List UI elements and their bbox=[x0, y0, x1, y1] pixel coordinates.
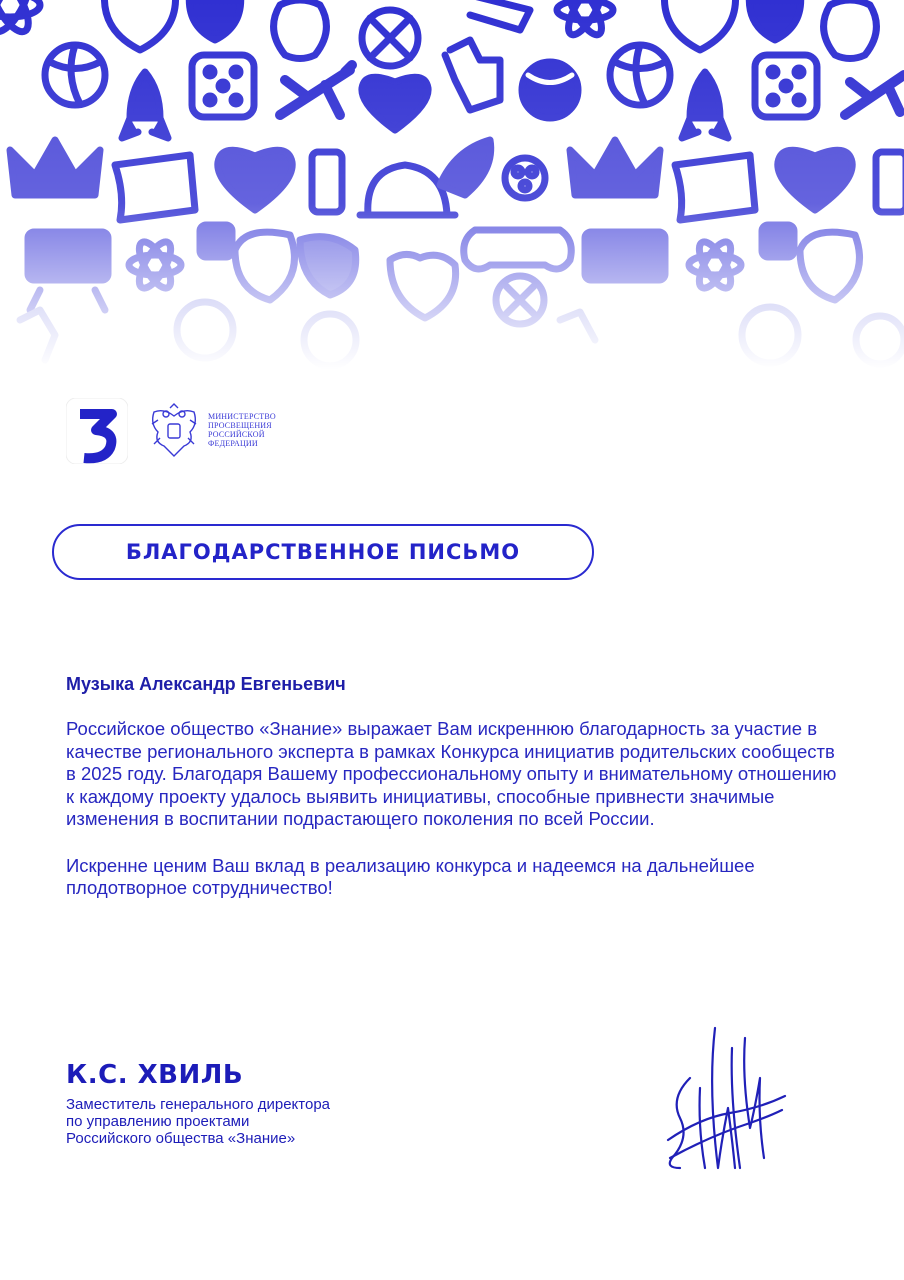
signer-role-line: Российского общества «Знание» bbox=[66, 1130, 296, 1147]
body-paragraph: Искренне ценим Ваш вклад в реализацию конкурса и надеемся на дальнейшее плодотворное сотрудничество! bbox=[66, 854, 755, 898]
logo-bar bbox=[66, 398, 306, 466]
ministry-line: ФЕДЕРАЦИИ bbox=[208, 439, 258, 448]
header-icon-pattern bbox=[0, 0, 904, 370]
signer-role-line: Заместитель генерального директора bbox=[66, 1096, 331, 1113]
letter-title: БЛАГОДАРСТВЕННОЕ ПИСЬМО bbox=[125, 540, 521, 564]
letter-body bbox=[66, 718, 846, 900]
signer-block bbox=[66, 1060, 466, 1147]
znanie-logo-icon bbox=[66, 398, 128, 464]
ministry-line: МИНИСТЕРСТВО bbox=[208, 412, 276, 421]
coat-of-arms-icon bbox=[144, 402, 204, 462]
body-paragraph: Российское общество «Знание» выражает Вам искреннюю благодарность за участие в качестве регионального эксперта в рамках Конкурса инициатив родительских сообществ в 2025 году. Благодаря Вашему профессиональному опыту и внимательному отношению к каждому проекту удалось выявить инициативы, способные привнести значимые изменения в воспитании подрастающего поколения по всей России. bbox=[66, 718, 837, 829]
signer-role-line: по управлению проектами bbox=[66, 1113, 250, 1130]
title-frame bbox=[52, 524, 594, 580]
signer-role bbox=[66, 1096, 466, 1147]
handwritten-signature bbox=[660, 1018, 790, 1178]
ministry-line: РОССИЙСКОЙ bbox=[208, 430, 265, 439]
signer-name: К.С. ХВИЛЬ bbox=[66, 1060, 244, 1090]
recipient-name: Музыка Александр Евгеньевич bbox=[66, 674, 346, 694]
ministry-line: ПРОСВЕЩЕНИЯ bbox=[208, 421, 272, 430]
ministry-name bbox=[208, 412, 276, 448]
